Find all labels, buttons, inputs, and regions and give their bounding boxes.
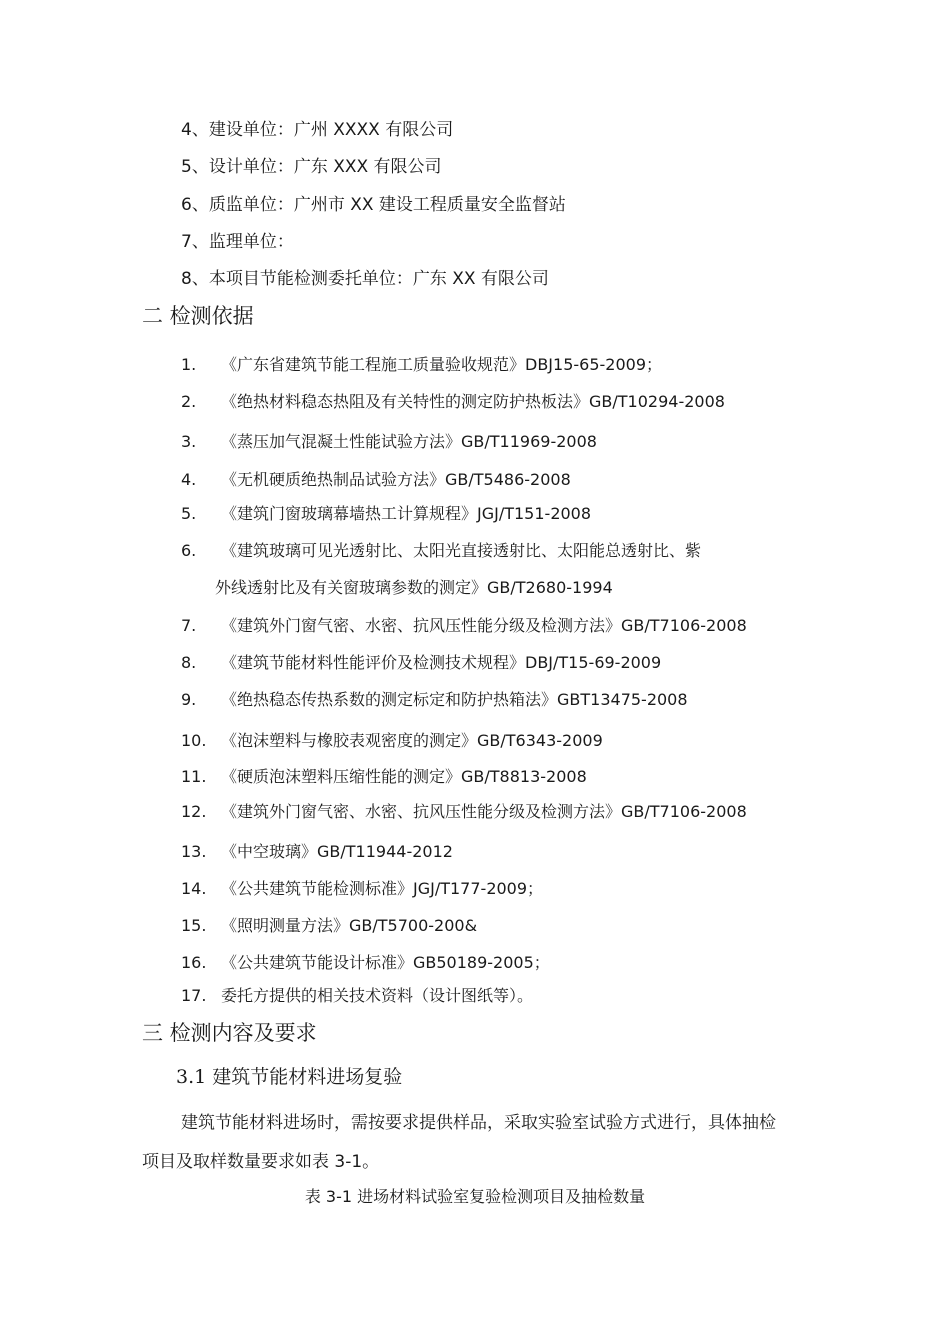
reference-item bbox=[181, 431, 597, 453]
paragraph-line: 项目及取样数量要求如表 3-1。 bbox=[142, 1152, 380, 1172]
table-caption: 表 3-1 进场材料试验室复验检测项目及抽检数量 bbox=[304, 1187, 646, 1206]
reference-number: 3. bbox=[181, 432, 197, 451]
reference-text: 委托方提供的相关技术资料（设计图纸等）。 bbox=[221, 986, 534, 1005]
reference-item bbox=[181, 766, 587, 788]
reference-text: 《绝热稳态传热系数的测定标定和防护热箱法》GBT13475-2008 bbox=[221, 690, 688, 709]
reference-item bbox=[181, 952, 550, 974]
project-info-client: 8、本项目节能检测委托单位：广东 XX 有限公司 bbox=[181, 269, 549, 289]
reference-item bbox=[181, 391, 725, 413]
reference-item bbox=[181, 985, 533, 1007]
reference-text: 《照明测量方法》GB/T5700-200& bbox=[221, 916, 478, 935]
reference-number: 2. bbox=[181, 392, 197, 411]
subsection-heading: 3.1 建筑节能材料进场复验 bbox=[176, 1066, 403, 1088]
reference-number: 12. bbox=[181, 802, 207, 821]
reference-text: 《公共建筑节能检测标准》JGJ/T177-2009； bbox=[221, 879, 544, 898]
project-info-supervisor: 7、监理单位： bbox=[181, 232, 294, 252]
reference-item bbox=[181, 615, 747, 637]
reference-number: 15. bbox=[181, 916, 207, 935]
reference-text: 《广东省建筑节能工程施工质量验收规范》DBJ15-65-2009； bbox=[221, 355, 663, 374]
reference-number: 7. bbox=[181, 616, 197, 635]
reference-text: 《硬质泡沫塑料压缩性能的测定》GB/T8813-2008 bbox=[221, 767, 587, 786]
reference-text: 《中空玻璃》GB/T11944-2012 bbox=[221, 842, 453, 861]
reference-item bbox=[181, 841, 453, 863]
project-info-quality-supervisor: 6、质监单位：广州市 XX 建设工程质量安全监督站 bbox=[181, 195, 566, 215]
project-info-builder: 4、建设单位：广州 XXXX 有限公司 bbox=[181, 120, 454, 140]
reference-text: 《泡沫塑料与橡胶表观密度的测定》GB/T6343-2009 bbox=[221, 731, 603, 750]
reference-number: 1. bbox=[181, 355, 197, 374]
reference-item bbox=[181, 801, 747, 823]
reference-text: 《建筑玻璃可见光透射比、太阳光直接透射比、太阳能总透射比、紫 bbox=[221, 541, 702, 560]
reference-number: 17. bbox=[181, 986, 207, 1005]
reference-number: 13. bbox=[181, 842, 207, 861]
reference-number: 16. bbox=[181, 953, 207, 972]
reference-text: 《建筑外门窗气密、水密、抗风压性能分级及检测方法》GB/T7106-2008 bbox=[221, 802, 747, 821]
section-heading-content: 三 检测内容及要求 bbox=[142, 1021, 317, 1045]
reference-item bbox=[181, 540, 701, 562]
reference-item bbox=[181, 689, 688, 711]
reference-item bbox=[181, 503, 591, 525]
reference-item bbox=[181, 730, 603, 752]
reference-text: 《建筑门窗玻璃幕墙热工计算规程》JGJ/T151-2008 bbox=[221, 504, 592, 523]
reference-number: 8. bbox=[181, 653, 197, 672]
reference-text: 《无机硬质绝热制品试验方法》GB/T5486-2008 bbox=[221, 470, 571, 489]
reference-item bbox=[181, 915, 477, 937]
reference-text: 《绝热材料稳态热阻及有关特性的测定防护热板法》GB/T10294-2008 bbox=[221, 392, 725, 411]
paragraph-line: 建筑节能材料进场时，需按要求提供样品，采取实验室试验方式进行，具体抽检 bbox=[181, 1113, 776, 1133]
reference-number: 10. bbox=[181, 731, 207, 750]
reference-item bbox=[181, 354, 662, 376]
reference-item bbox=[181, 469, 571, 491]
reference-number: 11. bbox=[181, 767, 207, 786]
reference-number: 5. bbox=[181, 504, 197, 523]
section-heading-basis: 二 检测依据 bbox=[142, 304, 254, 328]
reference-text: 《蒸压加气混凝土性能试验方法》GB/T11969-2008 bbox=[221, 432, 597, 451]
reference-item bbox=[181, 878, 543, 900]
reference-text-continued: 外线透射比及有关窗玻璃参数的测定》GB/T2680-1994 bbox=[215, 578, 613, 597]
project-info-designer: 5、设计单位：广东 XXX 有限公司 bbox=[181, 157, 442, 177]
reference-number: 14. bbox=[181, 879, 207, 898]
reference-text: 《建筑节能材料性能评价及检测技术规程》DBJ/T15-69-2009 bbox=[221, 653, 662, 672]
reference-number: 6. bbox=[181, 541, 197, 560]
reference-number: 9. bbox=[181, 690, 197, 709]
reference-item bbox=[181, 652, 661, 674]
reference-text: 《公共建筑节能设计标准》GB50189-2005； bbox=[221, 953, 550, 972]
reference-number: 4. bbox=[181, 470, 197, 489]
reference-text: 《建筑外门窗气密、水密、抗风压性能分级及检测方法》GB/T7106-2008 bbox=[221, 616, 747, 635]
